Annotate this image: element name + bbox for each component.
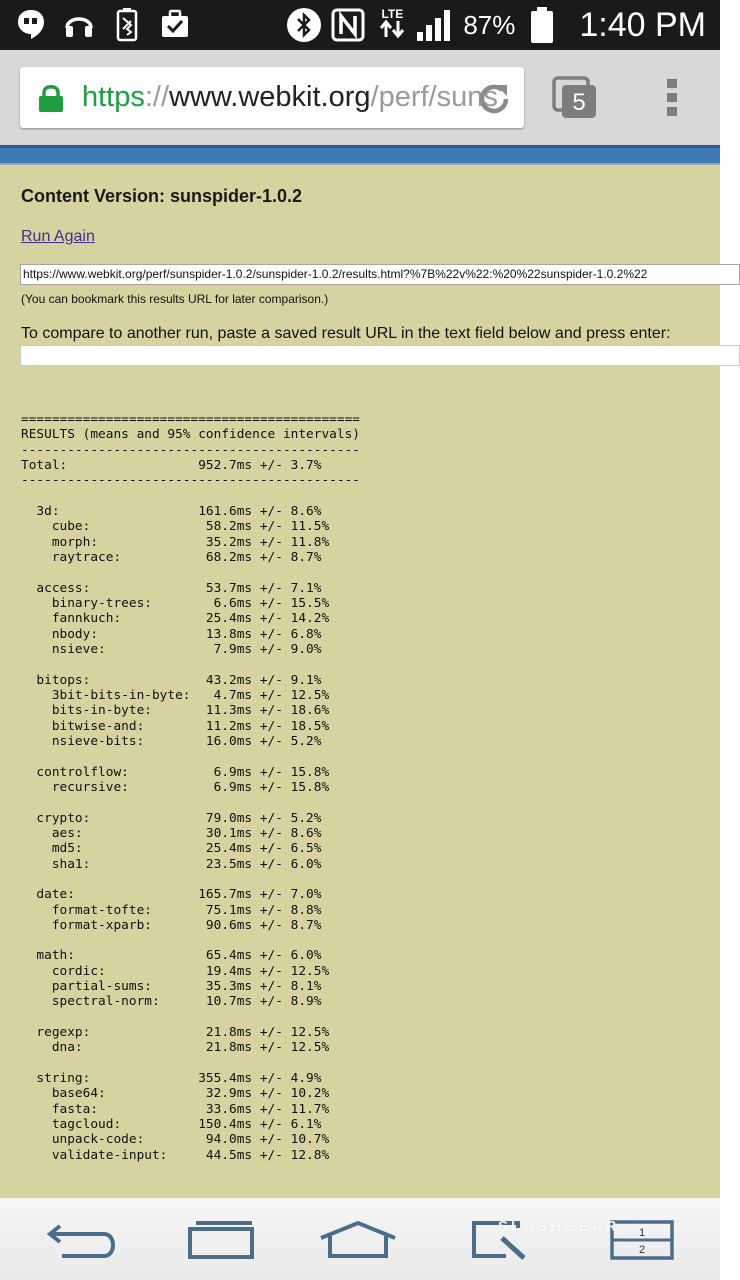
recent-apps-icon[interactable] <box>182 1218 258 1262</box>
back-icon[interactable] <box>44 1218 120 1262</box>
run-again-link[interactable]: Run Again <box>21 228 95 245</box>
hangouts-icon <box>14 7 48 41</box>
nfc-icon <box>331 8 365 42</box>
status-bar <box>0 0 720 50</box>
overflow-menu-icon[interactable] <box>662 78 682 118</box>
url-path: /perf/suns <box>370 81 498 113</box>
headphones-icon <box>62 7 96 41</box>
task-check-icon <box>158 7 192 41</box>
url-text[interactable] <box>82 81 498 114</box>
battery-icon <box>525 8 559 42</box>
navigation-bar <box>0 1197 720 1280</box>
omnibox[interactable] <box>20 67 524 128</box>
page-header-bar <box>0 145 720 165</box>
url-scheme: https <box>82 81 145 113</box>
battery-percent: 87% <box>463 9 516 40</box>
compare-instructions: To compare to another run, paste a saved result URL in the text field below and press enter: <box>21 325 671 342</box>
signal-icon <box>419 8 453 42</box>
compare-url-input[interactable] <box>20 345 740 366</box>
lte-label: LTE <box>381 6 404 21</box>
url-separator: :// <box>144 81 170 113</box>
reload-icon[interactable] <box>476 81 512 117</box>
url-host: www.webkit.org <box>169 81 371 113</box>
bluetooth-icon <box>287 8 321 42</box>
clock: 1:40 PM <box>579 5 706 44</box>
battery-charging-icon <box>110 7 144 41</box>
page-title: Content Version: sunspider-1.0.2 <box>21 186 303 206</box>
tab-switcher-button[interactable] <box>552 76 600 120</box>
results-url-field[interactable]: https://www.webkit.org/perf/sunspider-1.0.2/sunspider-1.0.2/results.html?%7B%22v%22:%20%22sunspider-1.0.2%22 <box>20 264 740 285</box>
bookmark-note: (You can bookmark this results URL for later comparison.) <box>21 292 329 306</box>
results-text: ============================================ RESULTS (means and 95% confidence intervals) -------------------------------------------- Total: 952.7ms +/- 3.7% -------------------------------------------- 3d: 161.6ms +/- 8.6% cube: 58.2ms +/- 11.5% morph: 35.2ms +/- 11.8% raytrace: 68.2ms +/- 8.7% access: 53.7ms +/- 7.1% binary-trees: 6.6ms +/- 15.5% fannkuch: 25.4ms +/- 14.2% nbody: 13.8ms +/- 6.8% nsieve: 7.9ms +/- 9.0% bitops: 43.2ms +/- 9.1% 3bit-bits-in-byte: 4.7ms +/- 12.5% bits-in-byte: 11.3ms +/- 18.6% bitwise-and: 11.2ms +/- 18.5% nsieve-bits: 16.0ms +/- 5.2% controlflow: 6.9ms +/- 15.8% recursive: 6.9ms +/- 15.8% crypto: 79.0ms +/- 5.2% aes: 30.1ms +/- 8.6% md5: 25.4ms +/- 6.5% sha1: 23.5ms +/- 6.0% date: 165.7ms +/- 7.0% format-tofte: 75.1ms +/- 8.8% format-xparb: 90.6ms +/- 8.7% math: 65.4ms +/- 6.0% cordic: 19.4ms +/- 12.5% partial-sums: 35.3ms +/- 8.1% spectral-norm: 10.7ms +/- 8.9% regexp: 21.8ms +/- 12.5% dna: 21.8ms +/- 12.5% string: 355.4ms +/- 4.9% base64: 32.9ms +/- 10.2% fasta: 33.6ms +/- 11.7% tagcloud: 150.4ms +/- 6.1% unpack-code: 94.0ms +/- 10.7% validate-input: 44.5ms +/- 12.8% <box>21 412 360 1163</box>
browser-toolbar <box>0 50 720 145</box>
dual-window-label-1: 1 <box>638 1227 646 1239</box>
home-icon[interactable] <box>320 1218 396 1262</box>
watermark: SLASHGEAR <box>498 1218 620 1235</box>
tab-count: 5 <box>572 89 586 116</box>
lock-icon <box>38 83 64 113</box>
dual-window-label-2: 2 <box>638 1244 646 1256</box>
web-page <box>0 145 720 1197</box>
lte-icon <box>375 8 409 42</box>
